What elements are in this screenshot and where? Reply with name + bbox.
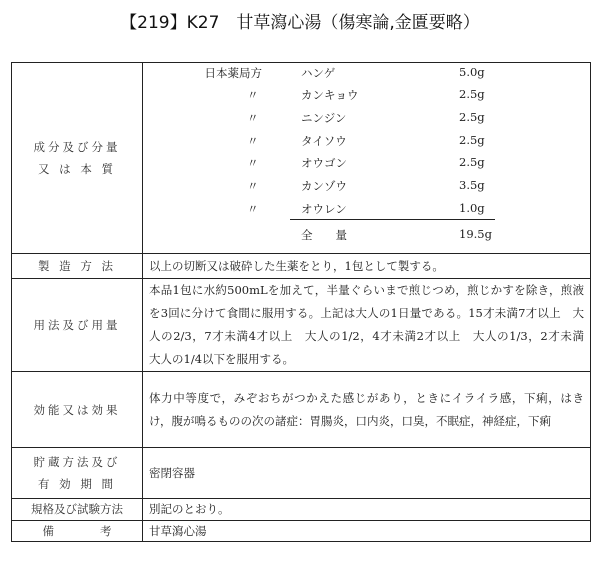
table-row-indications: [12, 372, 591, 448]
table-row-standards: [12, 499, 591, 521]
row-label: 用法及び用量: [12, 279, 143, 372]
ingredient-name: カンゾウ: [301, 179, 347, 193]
row-label: [12, 63, 143, 254]
row-value: 別記のとおり。: [143, 499, 591, 521]
row-value: 以上の切断又は破砕した生薬をとり，1包として製する。: [143, 254, 591, 279]
ingredient-amount: 2.5g: [459, 110, 485, 124]
ingredient-name: ハンゲ: [301, 66, 336, 80]
total-label: 全 量: [301, 228, 347, 242]
ingredient-name: オウゴン: [301, 156, 347, 170]
ditto-mark: 〃: [247, 179, 259, 193]
ditto-mark: 〃: [247, 111, 259, 125]
ingredient-name: タイソウ: [301, 134, 347, 148]
list-item: [149, 155, 584, 173]
ingredients-cell: [143, 63, 591, 254]
total-amount: 19.5g: [459, 227, 492, 241]
ingredient-amount: 2.5g: [459, 133, 485, 147]
list-item: [149, 133, 584, 151]
ingredient-name: オウレン: [301, 202, 347, 216]
ingredient-amount: 2.5g: [459, 87, 485, 101]
list-item: [149, 87, 584, 105]
row-label: 製 造 方 法: [12, 254, 143, 279]
ditto-mark: 〃: [247, 88, 259, 102]
ingredient-amount: 5.0g: [459, 65, 485, 79]
row-label: [12, 448, 143, 499]
ingredient-amount: 2.5g: [459, 155, 485, 169]
ditto-mark: 〃: [247, 202, 259, 216]
label-line: 又 は 本 質: [38, 162, 116, 176]
row-value: 密閉容器: [143, 448, 591, 499]
ditto-mark: 〃: [247, 134, 259, 148]
row-value: 甘草瀉心湯: [143, 520, 591, 542]
ingredient-name: カンキョウ: [301, 88, 359, 102]
total-row: [149, 227, 584, 245]
label-line: 有 効 期 間: [38, 477, 116, 491]
row-value: 本品1包に水約500mLを加えて，半量ぐらいまで煎じつめ，煎じかすを除き，煎液を3回に分けて食間に服用する。上記は大人の1日量である。15才未満7才以上 大人の2/3，7才未満4才以上 大人の1/2，4才未満2才以上 大人の1/3，2才未満 大人の1/4以下を服用する。: [143, 279, 591, 372]
ingredient-amount: 1.0g: [459, 201, 485, 215]
ingredient-name: ニンジン: [301, 111, 347, 125]
table-row-ingredients: [12, 63, 591, 254]
page-title: 【219】K27 甘草瀉心湯（傷寒論,金匱要略）: [120, 13, 480, 33]
specification-table: [11, 62, 596, 542]
table-row-dosage: [12, 279, 591, 372]
row-label: 備 考: [12, 520, 143, 542]
list-item: [149, 65, 584, 83]
table-row-storage: [12, 448, 591, 499]
list-item: [149, 201, 584, 219]
list-item: [149, 110, 584, 128]
row-value: 体力中等度で，みぞおちがつかえた感じがあり，ときにイライラ感，下痢，はきけ，腹が鳴るものの次の諸症：胃腸炎，口内炎，口臭，不眠症，神経症，下痢: [143, 372, 591, 448]
total-divider: [290, 219, 495, 220]
row-label: 規格及び試験方法: [12, 499, 143, 521]
ditto-mark: 〃: [247, 156, 259, 170]
ingredient-list: [149, 63, 584, 253]
source-label: 日本薬局方: [204, 66, 262, 80]
list-item: [149, 178, 584, 196]
table-row-manufacturing: [12, 254, 591, 279]
table-row-remarks: [12, 520, 591, 542]
label-line: 成分及び分量: [33, 140, 121, 154]
ingredient-amount: 3.5g: [459, 178, 485, 192]
label-line: 貯蔵方法及び: [33, 455, 121, 469]
row-label: 効能又は効果: [12, 372, 143, 448]
